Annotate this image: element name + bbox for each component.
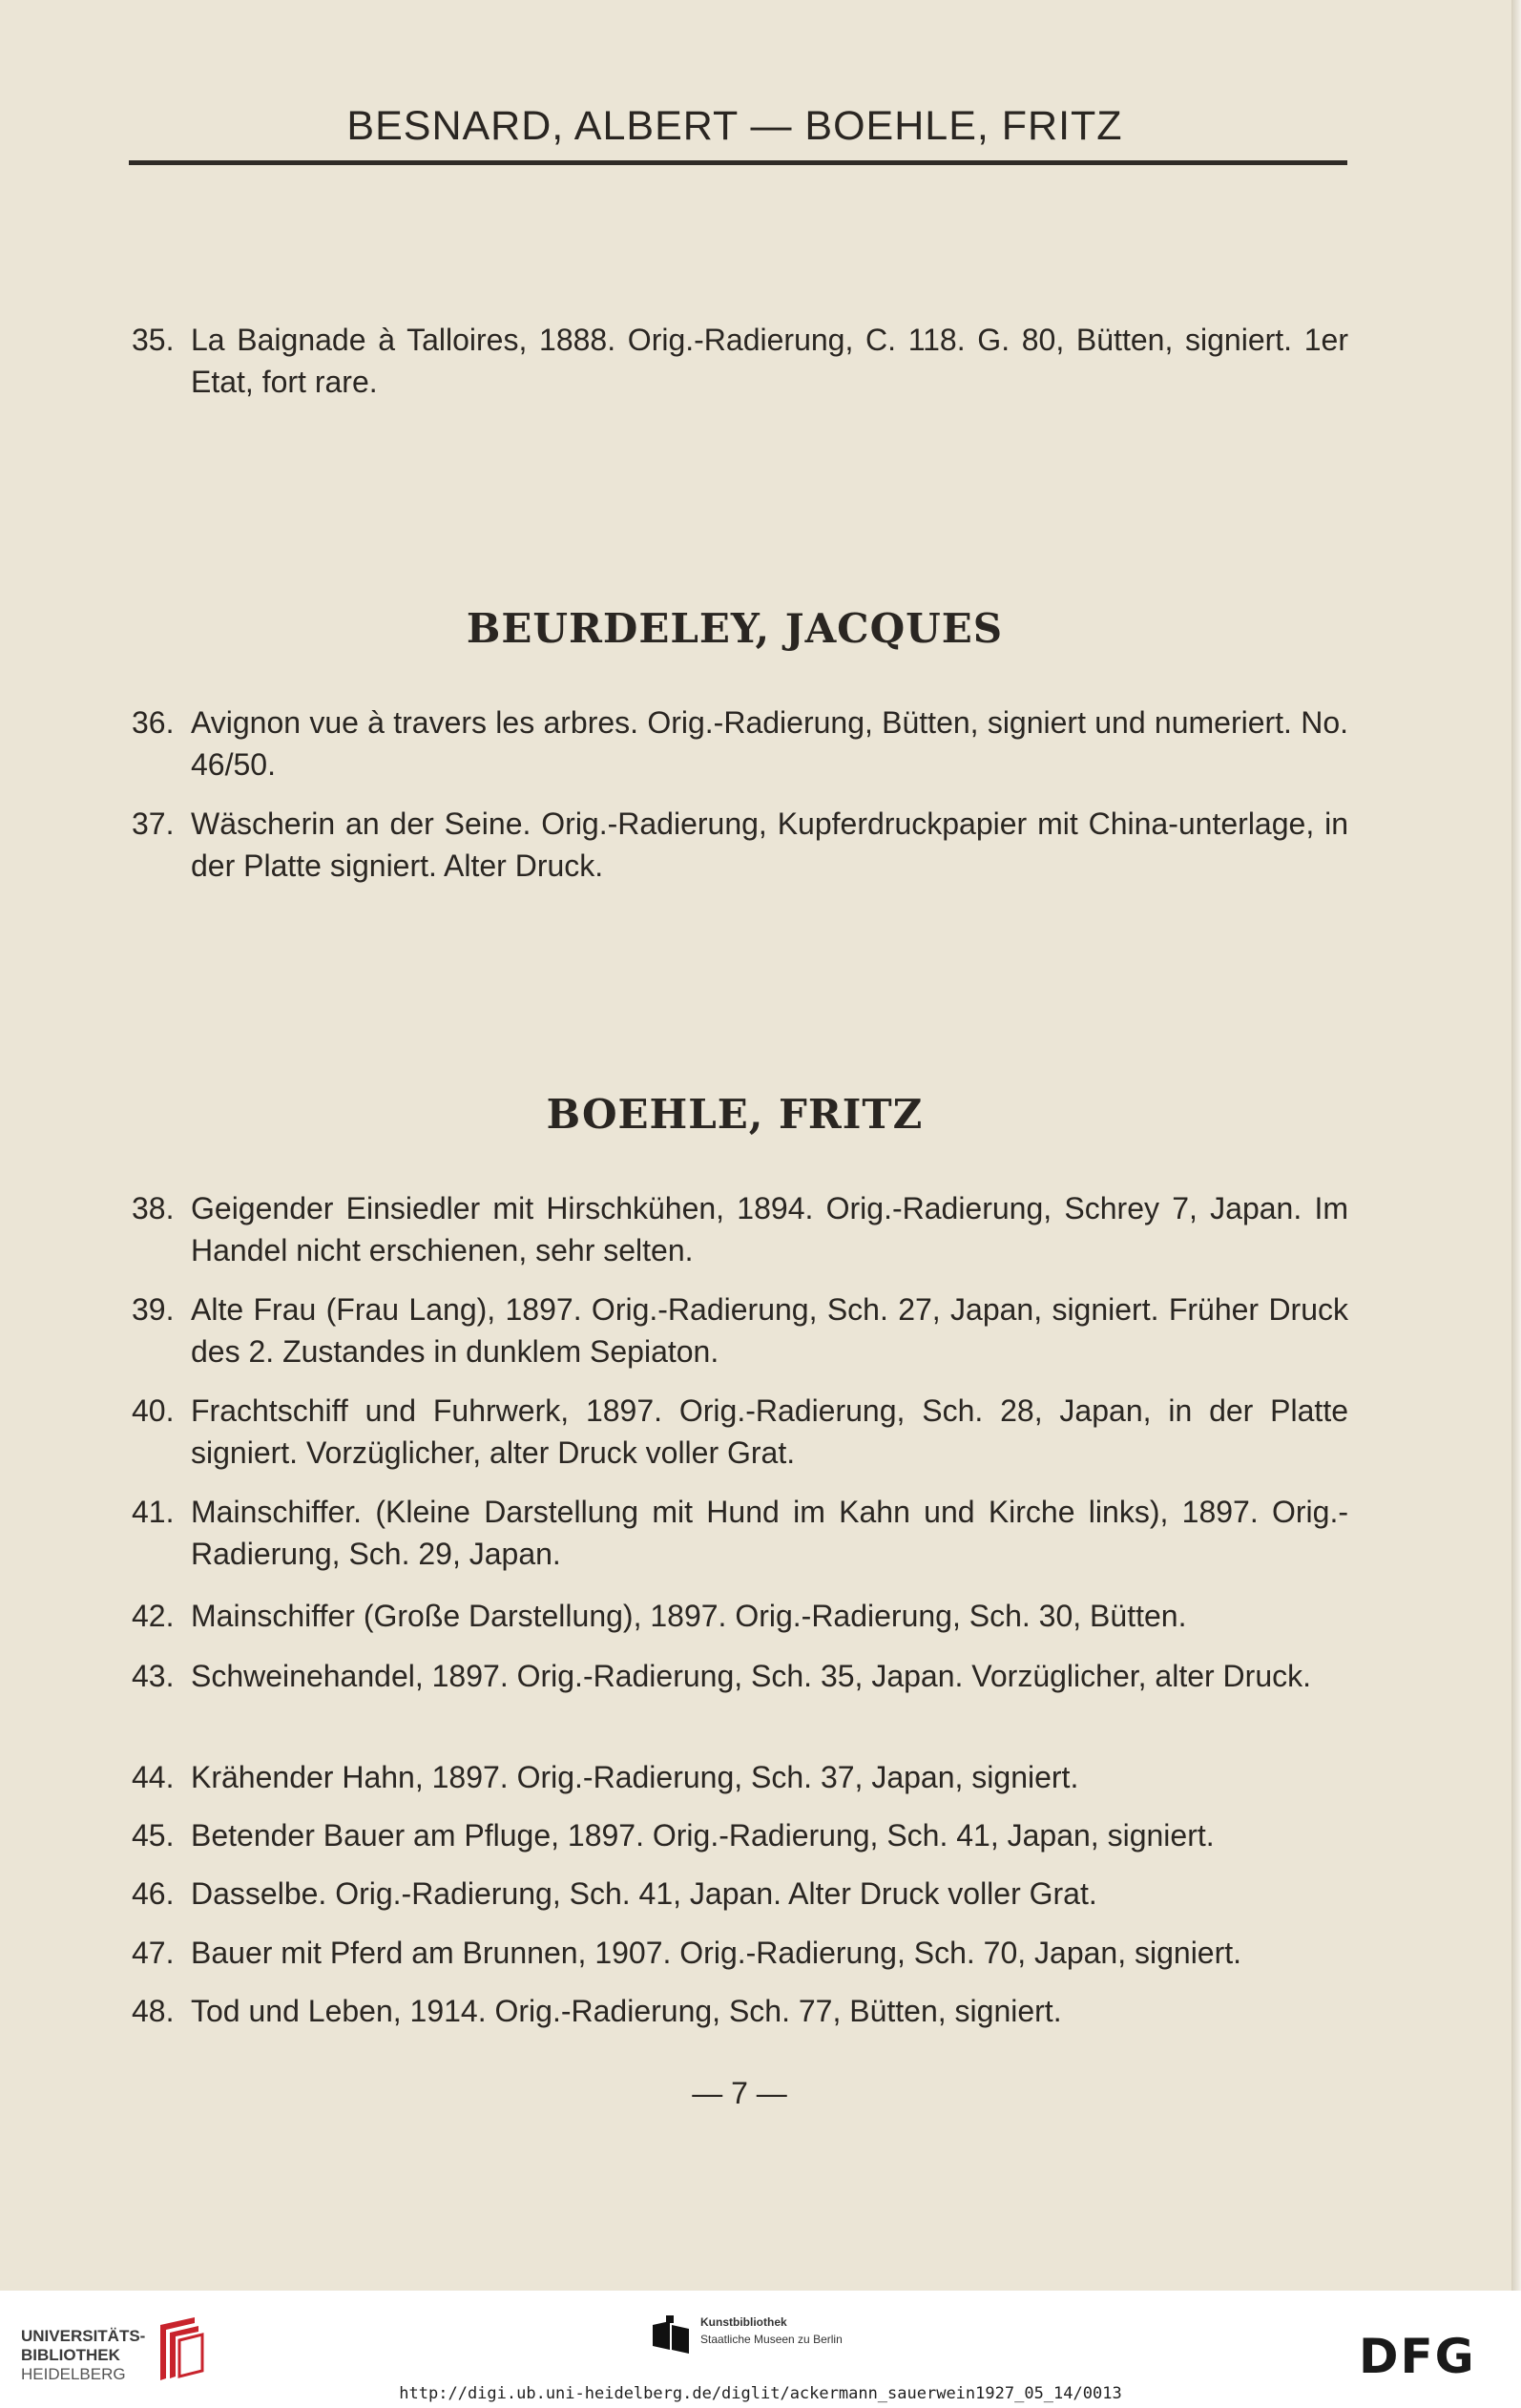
entry-text: Betender Bauer am Pfluge, 1897. Orig.-Radierung, Sch. 41, Japan, signiert. — [191, 1818, 1215, 1853]
catalog-entry — [132, 1756, 1348, 1798]
entry-number: 43. — [132, 1659, 175, 1693]
entry-text: Mainschiffer. (Kleine Darstellung mit Hund im Kahn und Kirche links), 1897. Orig.-Radierung, Sch. 29, Japan. — [191, 1495, 1348, 1571]
library-emblem-icon — [153, 2312, 210, 2388]
catalog-entry — [132, 803, 1348, 887]
entry-text: Avignon vue à travers les arbres. Orig.-Radierung, Bütten, signiert und numeriert. No. 46/50. — [191, 705, 1348, 782]
catalog-entry — [132, 1595, 1348, 1637]
entry-number: 46. — [132, 1876, 175, 1911]
entry-text: Tod und Leben, 1914. Orig.-Radierung, Sch. 77, Bütten, signiert. — [191, 1994, 1062, 2028]
catalog-entry — [132, 1873, 1348, 1915]
kunstbibliothek-name: Kunstbibliothek — [700, 2315, 787, 2329]
section-heading-boehle: BOEHLE, FRITZ — [546, 1091, 924, 1138]
university-library-logo[interactable] — [21, 2327, 145, 2384]
catalog-entry — [132, 1390, 1348, 1474]
entry-text: Mainschiffer (Große Darstellung), 1897. Orig.-Radierung, Sch. 30, Bütten. — [191, 1599, 1187, 1633]
catalog-entry — [132, 1491, 1348, 1575]
page-edge — [1511, 0, 1521, 2291]
library-name-line: UNIVERSITÄTS- — [21, 2327, 146, 2345]
kunstbibliothek-subtitle: Staatliche Museen zu Berlin — [700, 2333, 843, 2346]
catalog-entry — [132, 1288, 1348, 1372]
catalog-entry — [132, 1932, 1348, 1974]
entry-text: Dasselbe. Orig.-Radierung, Sch. 41, Japan. Alter Druck voller Grat. — [191, 1876, 1097, 1911]
entry-number: 38. — [132, 1191, 175, 1225]
permalink-url[interactable]: http://digi.ub.uni-heidelberg.de/diglit/ackermann_sauerwein1927_05_14/0013 — [399, 2384, 1122, 2403]
catalog-entry — [132, 1990, 1348, 2032]
viewer-footer — [0, 2291, 1521, 2408]
entry-number: 36. — [132, 705, 175, 740]
library-name-line: BIBLIOTHEK — [21, 2346, 120, 2364]
entry-number: 45. — [132, 1818, 175, 1853]
entry-text: La Baignade à Talloires, 1888. Orig.-Radierung, C. 118. G. 80, Bütten, signiert. 1er Etat, fort rare. — [191, 323, 1348, 399]
entry-text: Frachtschiff und Fuhrwerk, 1897. Orig.-Radierung, Sch. 28, Japan, in der Platte signiert. Vorzüglicher, alter Druck voller Grat. — [191, 1393, 1348, 1470]
entry-text: Wäscherin an der Seine. Orig.-Radierung, Kupferdruckpapier mit China-unterlage, in der Platte signiert. Alter Druck. — [191, 806, 1348, 883]
entry-number: 40. — [132, 1393, 175, 1428]
entry-number: 42. — [132, 1599, 175, 1633]
kunstbibliothek-icon — [649, 2312, 693, 2357]
header-rule — [129, 160, 1347, 165]
library-name-line: HEIDELBERG — [21, 2365, 126, 2383]
catalog-entry — [132, 1187, 1348, 1271]
entry-number: 41. — [132, 1495, 175, 1529]
entry-number: 37. — [132, 806, 175, 841]
entry-text: Alte Frau (Frau Lang), 1897. Orig.-Radierung, Sch. 27, Japan, signiert. Früher Druck des 2. Zustandes in dunklem Sepiaton. — [191, 1292, 1348, 1369]
entry-text: Geigender Einsiedler mit Hirschkühen, 1894. Orig.-Radierung, Schrey 7, Japan. Im Handel nicht erschienen, sehr selten. — [191, 1191, 1348, 1267]
catalog-entry — [132, 701, 1348, 785]
entry-number: 39. — [132, 1292, 175, 1327]
catalog-entry — [132, 1655, 1348, 1697]
section-heading-beurdeley: BEURDELEY, JACQUES — [466, 605, 1004, 652]
entry-text: Bauer mit Pferd am Brunnen, 1907. Orig.-Radierung, Sch. 70, Japan, signiert. — [191, 1936, 1242, 1970]
running-header: BESNARD, ALBERT — BOEHLE, FRITZ — [346, 103, 1123, 149]
entry-text: Schweinehandel, 1897. Orig.-Radierung, Sch. 35, Japan. Vorzüglicher, alter Druck. — [191, 1659, 1311, 1693]
dfg-logo[interactable]: DFG — [1359, 2329, 1476, 2384]
entry-number: 35. — [132, 323, 175, 357]
entry-number: 48. — [132, 1994, 175, 2028]
catalog-entry — [132, 319, 1348, 403]
entry-number: 47. — [132, 1936, 175, 1970]
entry-number: 44. — [132, 1760, 175, 1794]
catalog-entry — [132, 1814, 1348, 1856]
entry-text: Krähender Hahn, 1897. Orig.-Radierung, Sch. 37, Japan, signiert. — [191, 1760, 1079, 1794]
page-number: — 7 — — [692, 2076, 787, 2110]
